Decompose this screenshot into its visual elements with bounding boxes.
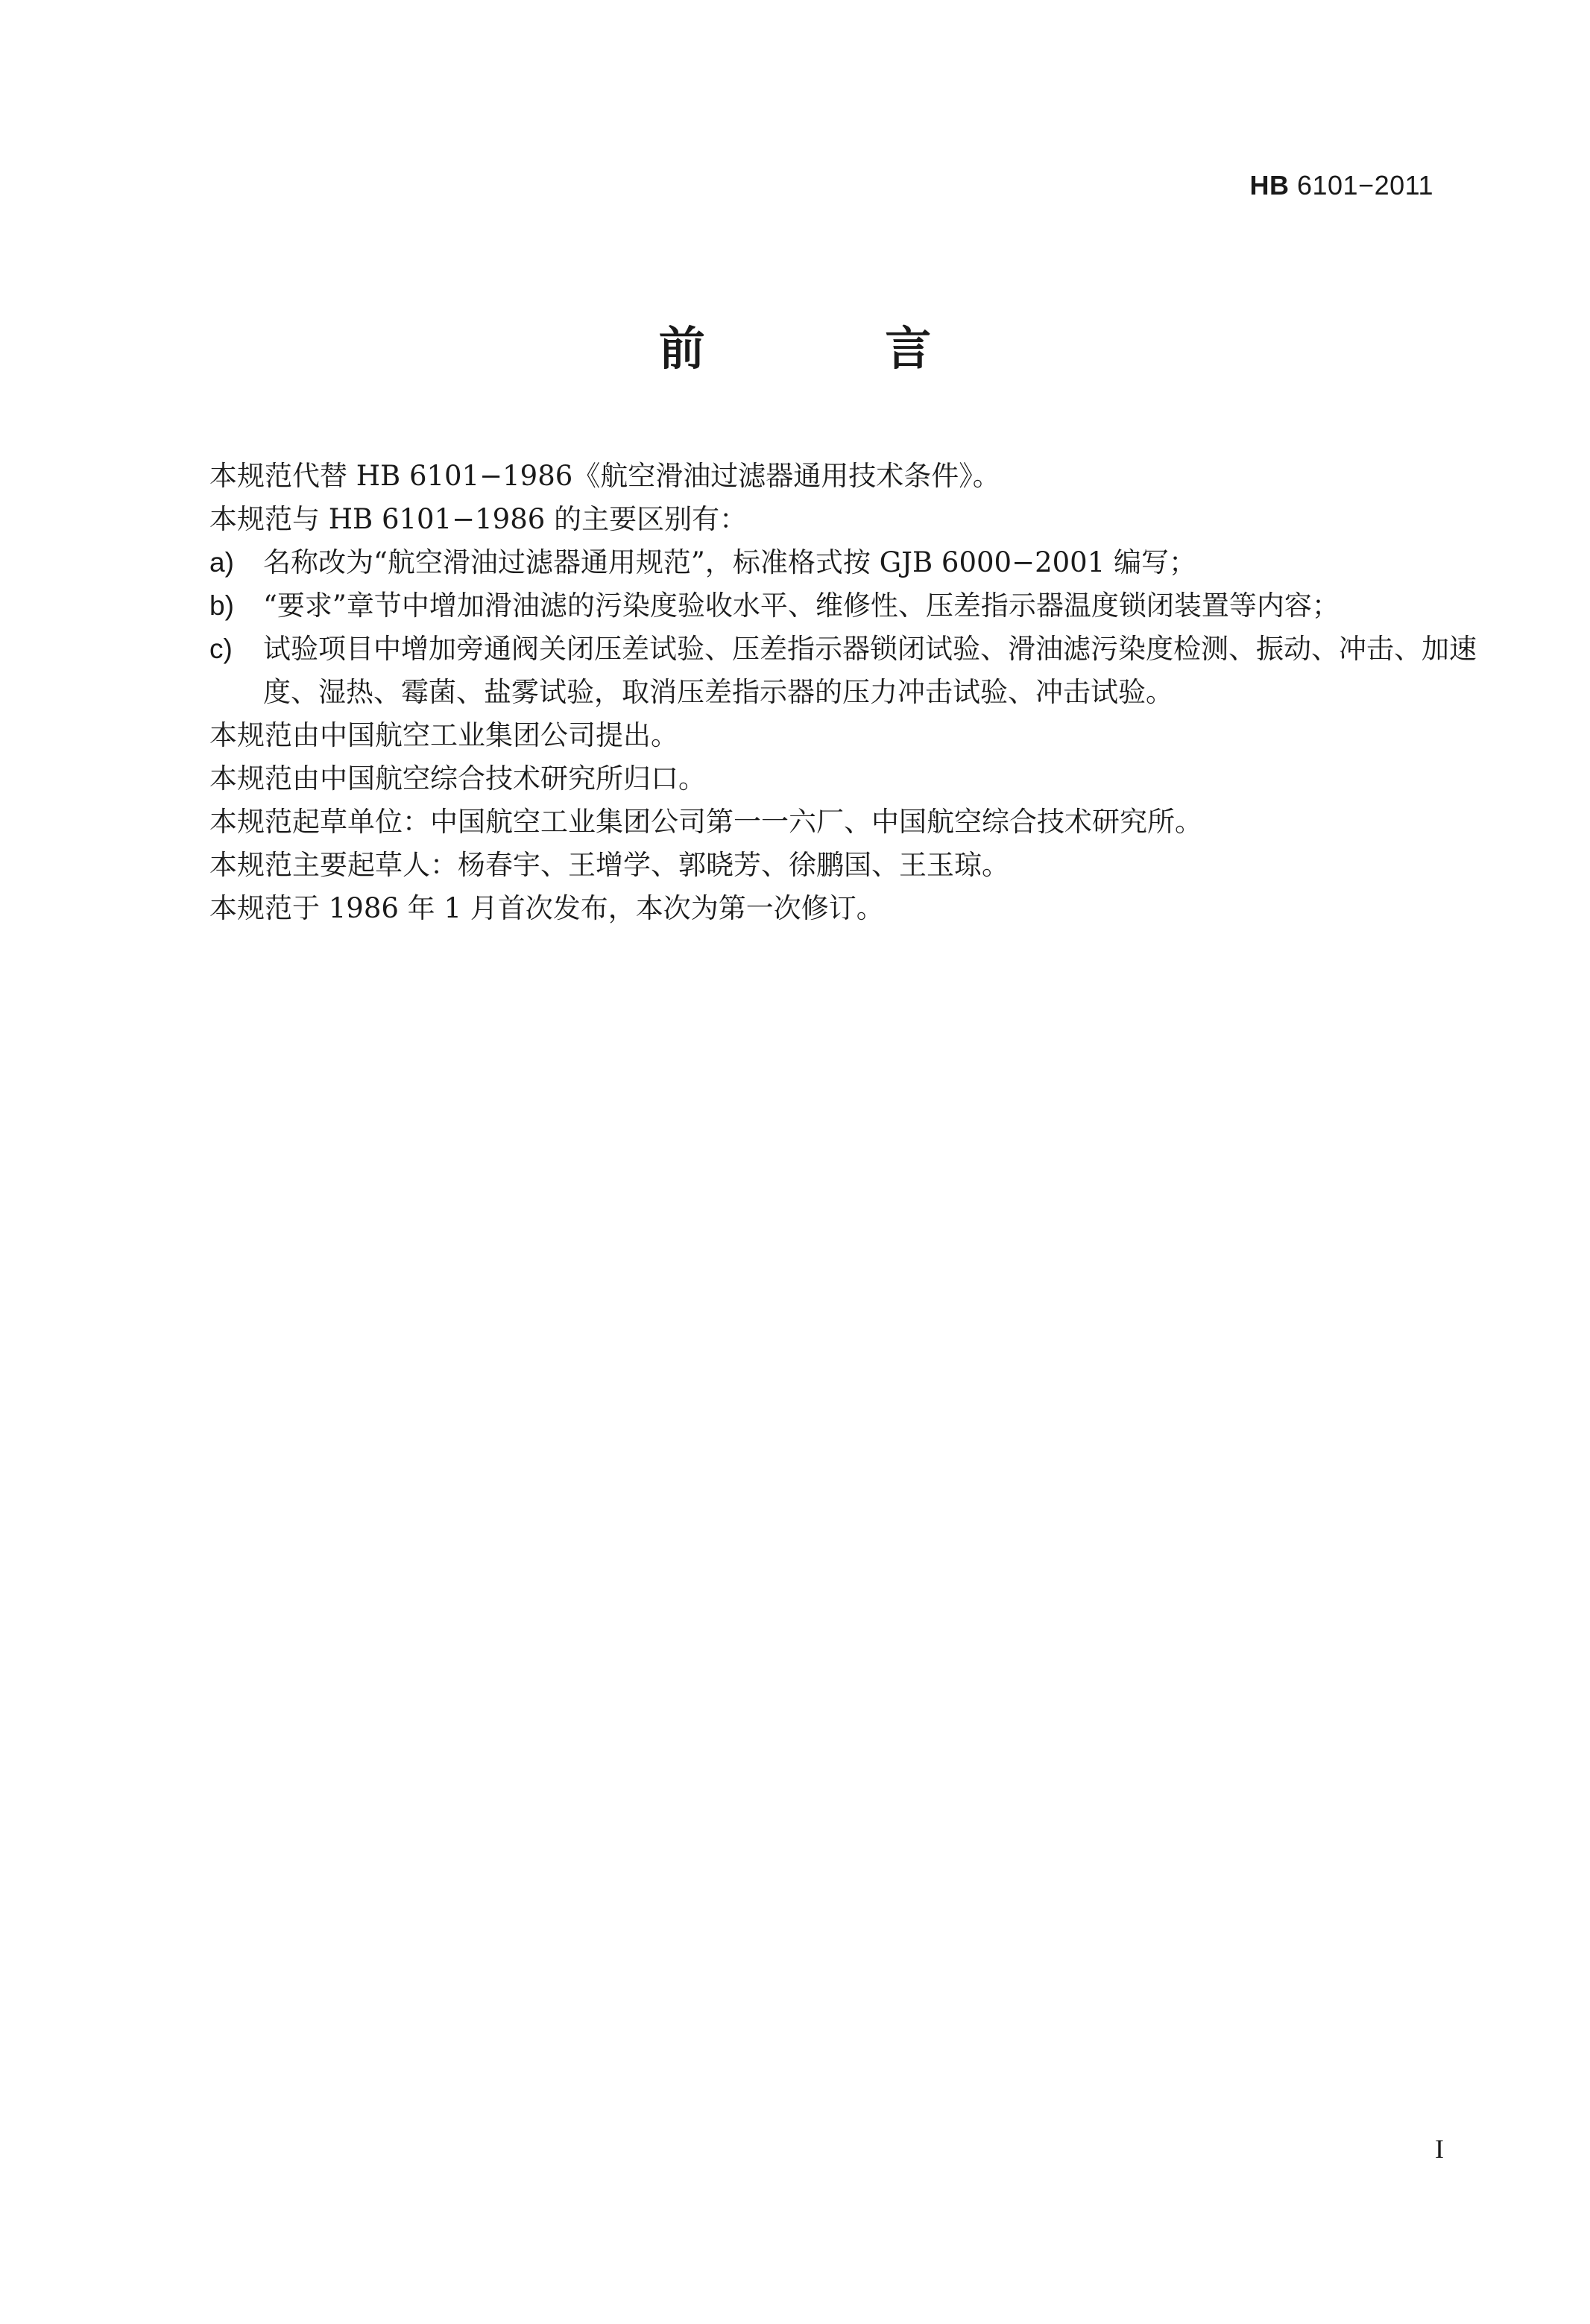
paragraph-drafters: 本规范主要起草人：杨春宇、王增学、郭晓芳、徐鹏国、王玉琼。 [209,849,1009,881]
paragraph-administrator: 本规范由中国航空综合技术研究所归口。 [209,762,706,795]
list-item-b [209,584,1477,628]
list-marker: a) [209,547,234,578]
page-title: 前 言 [658,321,1014,376]
list-item-a [209,541,1477,584]
paragraph-differences-intro: 本规范与 HB 6101−1986 的主要区别有： [209,503,748,535]
document-body [209,455,1477,930]
document-code-number: 6101−2011 [1296,170,1433,200]
paragraph-proposer: 本规范由中国航空工业集团公司提出。 [209,719,678,751]
page-number: I [1435,2134,1444,2164]
paragraph-publication-history: 本规范于 1986 年 1 月首次发布，本次为第一次修订。 [209,892,884,924]
list-marker: b) [209,590,234,621]
document-code-prefix: HB [1249,170,1290,200]
document-code [1249,170,1433,201]
paragraph-drafting-units: 本规范起草单位：中国航空工业集团公司第一一六厂、中国航空综合技术研究所。 [209,806,1202,838]
list-item-c [209,628,1477,714]
list-item-text: 试验项目中增加旁通阀关闭压差试验、压差指示器锁闭试验、滑油滤污染度检测、振动、冲击、加速度、湿热、霉菌、盐雾试验，取消压差指示器的压力冲击试验、冲击试验。 [263,633,1477,708]
paragraph-replaces: 本规范代替 HB 6101−1986《航空滑油过滤器通用技术条件》。 [209,460,1000,492]
list-item-text: “要求”章节中增加滑油滤的污染度验收水平、维修性、压差指示器温度锁闭装置等内容； [263,590,1340,622]
list-item-text: 名称改为“航空滑油过滤器通用规范”，标准格式按 GJB 6000−2001 编写； [263,546,1197,578]
list-marker: c) [209,634,233,664]
